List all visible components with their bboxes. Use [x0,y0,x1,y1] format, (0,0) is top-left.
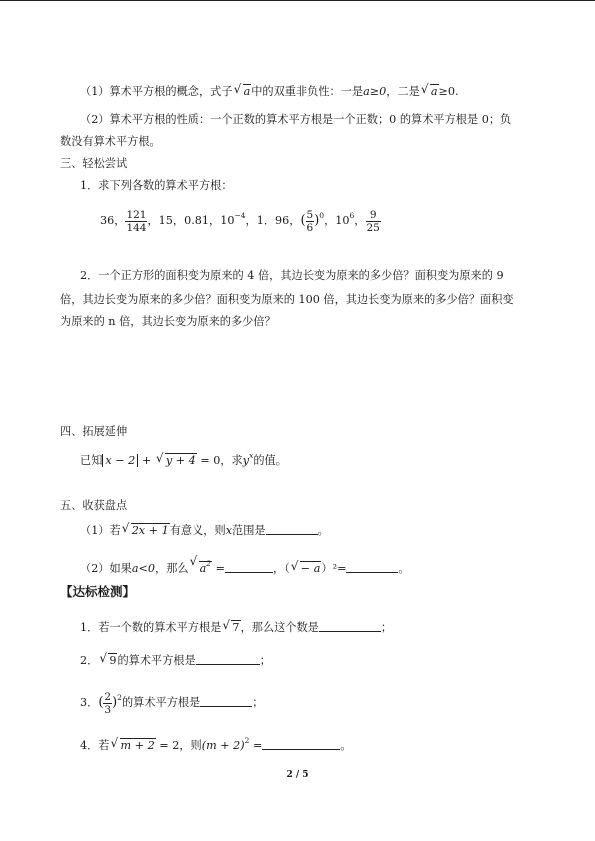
answer-blank[interactable] [262,738,340,750]
text: 的算术平方根是 [117,654,196,667]
answer-blank[interactable] [196,653,260,665]
text: ，那么 [155,562,189,575]
power-base: 10 [335,214,350,227]
sqrt-a-2: √ a [420,82,438,98]
text: 中的双重非负性：一是 [251,85,364,98]
q2-line-3: 为原来的 n 倍，其边长变为原来的多少倍？ [60,315,276,328]
answer-blank[interactable] [225,561,273,573]
number: ，1．96， [245,214,301,227]
text: 的算术平方根是 [121,696,201,709]
text: 。 [317,524,329,537]
text: 3． [80,696,99,709]
summary-item-1 [80,523,329,538]
concept-line [80,84,459,99]
condition: a≥0 [363,85,387,98]
text: ，那么这个数是 [240,621,319,634]
text: （1）算术平方根的概念，式子 [80,85,233,98]
sqrt-2x-plus-1: √ 2x + 1 [121,521,169,537]
text: 有意义，则 [169,524,226,537]
power-exp: −4 [234,211,246,220]
text: = 0 [196,454,221,467]
fraction-2-3: $\frac{2}{3}$ [104,690,112,716]
text: + [138,454,155,467]
fraction-121-144: $\frac{121}{144}$ [126,208,147,234]
answer-blank[interactable] [319,620,381,632]
extension-question [80,448,287,468]
text: （1）若 [80,524,121,537]
property-line-1: （2）算术平方根的性质：一个正数的算术平方根是一个正数；0 的算术平方根是 0；负 [80,113,512,126]
condition: a<0 [131,562,156,575]
text: （2）如果 [80,562,132,575]
text: 。 [398,562,410,575]
text: 4．若 [80,739,110,752]
sqrt-m-plus-2: √ m + 2 [110,736,155,752]
power-exp: 0 [319,211,325,220]
answer-blank[interactable] [200,695,252,707]
summary-item-2 [80,556,410,576]
answer-blank[interactable] [346,561,398,573]
text: 1．若一个数的算术平方根是 [80,621,222,634]
sqrt-7: √ 7 [222,618,240,634]
text: ，（ [273,562,290,575]
sqrt-y-plus-4: √ y + 4 [155,451,196,467]
text: = [212,562,226,575]
power-exp: 2 [117,693,122,702]
sqrt-neg-a: √ − a [290,559,321,575]
section3-heading: 三、轻松尝试 [60,157,128,170]
section5-heading: 五、收获盘点 [60,499,128,512]
page-number: 2 / 5 [286,770,309,780]
text: 的值。 [253,454,287,467]
text: ； [252,696,264,709]
text: 已知 [80,454,103,467]
property-line-2: 数没有算术平方根。 [60,135,161,148]
test-q1 [80,620,392,635]
abs-expression: x − 2 [102,454,138,467]
power-base: y [242,454,250,467]
expression: (m + 2) [201,739,245,752]
q1-text: 1．求下列各数的算术平方根： [80,179,233,192]
number: 36， [100,214,126,227]
sep: ， [354,214,366,227]
text: ，二是 [386,85,420,98]
text: 范围是 [232,524,266,537]
text: = 2 [155,739,180,752]
text: ； [380,621,393,634]
test-heading: 【达标检测】 [60,584,136,599]
text: 2． [80,654,99,667]
text: ，求 [220,454,243,467]
top-border [0,0,595,1]
power-exp: 6 [349,211,355,220]
test-q4 [80,733,352,753]
power-base: 10 [220,214,235,227]
sqrt-a: √ a [233,82,251,98]
sep: ， [324,214,336,227]
answer-blank[interactable] [266,523,318,535]
sqrt-a-squared: √ $a^2$ [189,554,212,575]
q2-line-2: 倍，其边长变为原来的多少倍？面积变为原来的 100 倍，其边长变为原来的多少倍？面积变 [60,293,514,306]
power-exp: 2 [244,736,250,745]
variable: x [225,524,232,537]
fraction-5-6: $\frac{5}{6}$ [306,208,314,234]
text: ，则 [179,739,202,752]
q1-numbers: 36， $\frac{121}{144}$ ，15，0.81，$10^{-4}$，1．96，( $\frac{5}{6}$ )$^0$，$10^6$， $\frac{9}{25}$ [100,208,380,234]
section4-heading: 四、拓展延伸 [60,425,128,438]
fraction-9-25: $\frac{9}{25}$ [366,208,380,234]
q2-line-1: 2．一个正方形的面积变为原来的 4 倍，其边长变为原来的多少倍？面积变为原来的 9 [80,269,504,282]
sqrt-9: √ 9 [99,651,117,667]
text: ； [259,654,271,667]
text: ≥0. [438,85,459,98]
test-q2 [80,653,271,668]
text: 。 [340,739,352,752]
text: = [249,739,263,752]
text: ）²= [321,562,347,575]
number: ，15，0.81， [147,214,221,227]
power-exp: x [249,451,254,460]
test-q3: 3．( $\frac{2}{3}$ )$^2$的算术平方根是 ； [80,690,264,716]
